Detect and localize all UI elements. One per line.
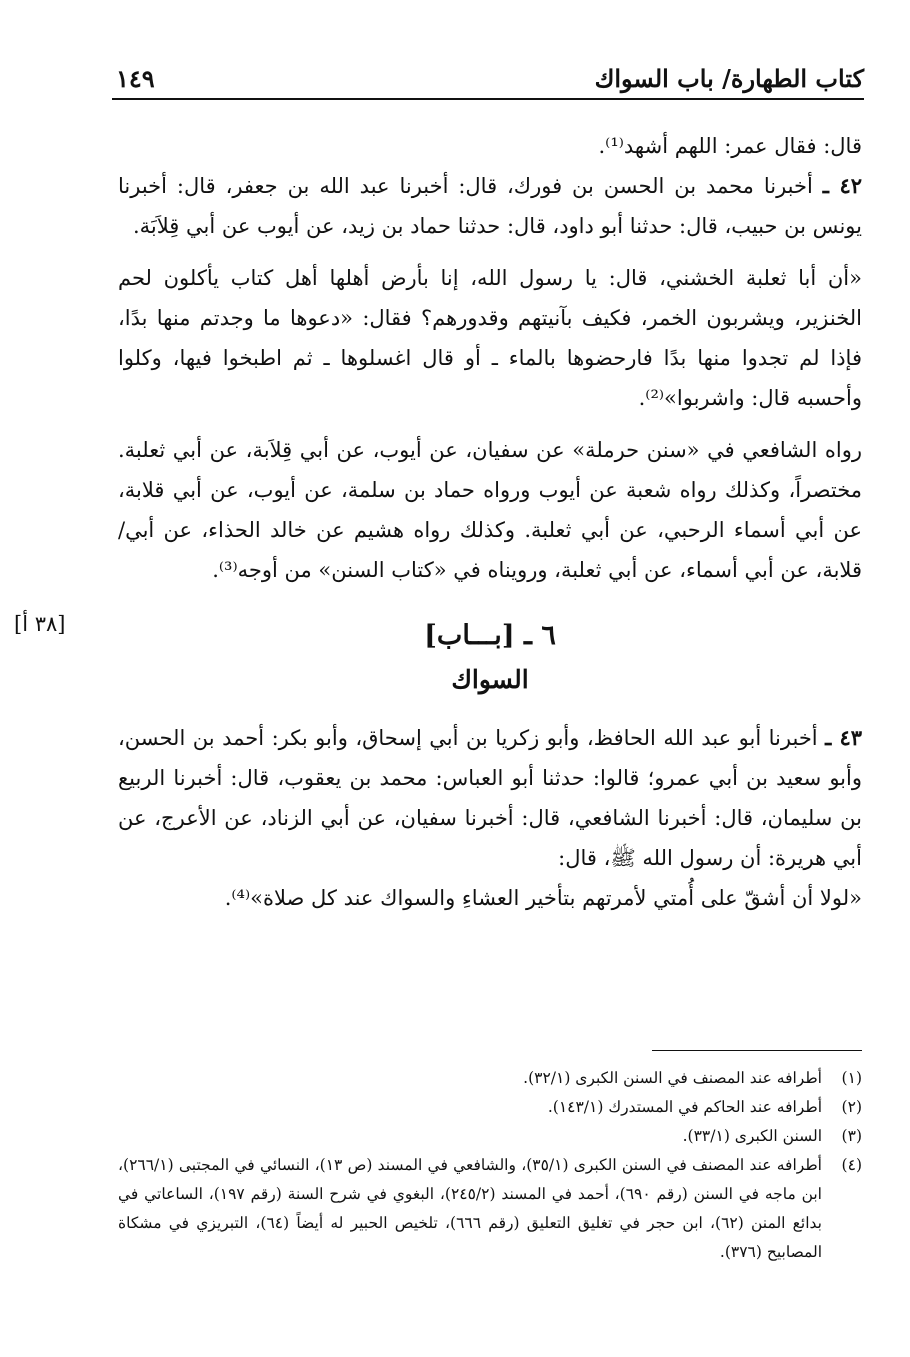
footnote-marker: (٤) [841,1156,862,1174]
page-header [112,58,864,100]
page-number: ١٤٩ [116,64,155,93]
footnote-text: أطرافه عند الحاكم في المستدرك (١٤٣/١). [547,1098,822,1116]
manuscript-folio-ref: [٣٨ أ] [14,612,66,636]
chapter-heading: ٦ ـ [بـــاب] [424,620,556,651]
footnote-marker: (١) [841,1069,862,1087]
footnotes [118,1064,862,1267]
main-text [118,126,862,918]
footnote-text: أطرافه عند المصنف في السنن الكبرى (٣٥/١)، والشافعي في المسند (ص ١٣)، النسائي في المجتبى (٢٦٦/١)، ابن ماجه في السنن (رقم ٦٩٠)، أحمد في المسند (٢٤٥/٢)، البغوي في شرح السنة (رقم ١٩٧)، الساعاتي في بدائع المنن (٦٢)، ابن حجر في تغليق التعليق (رقم ٦٦٦)، تلخيص الحبير له أيضاً (٦٤)، التبريزي في مشكاة المصابيح (٣٧٦). [118,1156,822,1261]
footnote [118,1093,862,1122]
paragraph: «أن أبا ثعلبة الخشني، قال: يا رسول الله، إنا بأرض أهلها أهل كتاب يأكلون لحم الخنزير، ويشربون الخمر، فكيف بآنيتهم وقدورهم؟ فقال: «دعوها ما وجدتم منها بدًا، فإذا لم تجدوا منها بدًا فارحضوها بالماء ـ أو قال اغسلوها ـ ثم اطبخوا فيها، وكلوا وأحسبه قال: واشربوا»⁽²⁾. [118,266,862,410]
paragraph: قال: فقال عمر: اللهم أشهد⁽¹⁾. [598,134,862,158]
hadith-number: ٤٢ ـ [822,173,862,198]
hadith-text: أخبرنا أبو عبد الله الحافظ، وأبو زكريا بن أبي إسحاق، وأبو بكر: أحمد بن الحسن، وأبو سعيد بن أبي عمرو؛ قالوا: حدثنا أبو العباس: محمد بن يعقوب، قال: أخبرنا الربيع بن سليمان، قال: أخبرنا الشافعي، قال: أخبرنا سفيان، عن أبي الزناد، عن الأعرج، عن أبي هريرة: أن رسول الله ﷺ، قال: [118,726,862,870]
running-title: كتاب الطهارة/ باب السواك [594,64,864,93]
hadith-42 [118,166,862,246]
footnote-text: أطرافه عند المصنف في السنن الكبرى (٣٢/١). [523,1069,822,1087]
hadith-text: أخبرنا محمد بن الحسن بن فورك، قال: أخبرنا عبد الله بن جعفر، قال: أخبرنا يونس بن حبيب، قال: حدثنا أبو داود، قال: حدثنا حماد بن زيد، عن أيوب عن أبي قِلاَبَة. [118,174,862,238]
footnote-divider [652,1050,862,1051]
paragraph: «لولا أن أشقّ على أُمتي لأمرتهم بتأخير العشاءِ والسواك عند كل صلاة»⁽⁴⁾. [224,886,862,910]
footnote [118,1064,862,1093]
footnote-marker: (٢) [841,1098,862,1116]
hadith-number: ٤٣ ـ [825,725,862,750]
paragraph: رواه الشافعي في «سنن حرملة» عن سفيان، عن أيوب، عن أبي قِلاَبة، عن أبي ثعلبة. مختصراً، وكذلك رواه شعبة عن أيوب ورواه حماد بن سلمة، عن أيوب، عن أبي قلابة، عن أبي أسماء الرحبي، عن أبي ثعلبة. وكذلك رواه هشيم عن خالد الحذاء، عن أبي/ قلابة، عن أبي أسماء، عن أبي ثعلبة، ورويناه في «كتاب السنن» من أوجه⁽³⁾. [118,438,862,582]
footnote [118,1122,862,1151]
footnote-marker: (٣) [841,1127,862,1145]
hadith-43 [118,718,862,878]
footnote-text: السنن الكبرى (٣٣/١). [682,1127,822,1145]
footnote [118,1151,862,1267]
section-title: السواك [451,665,529,694]
